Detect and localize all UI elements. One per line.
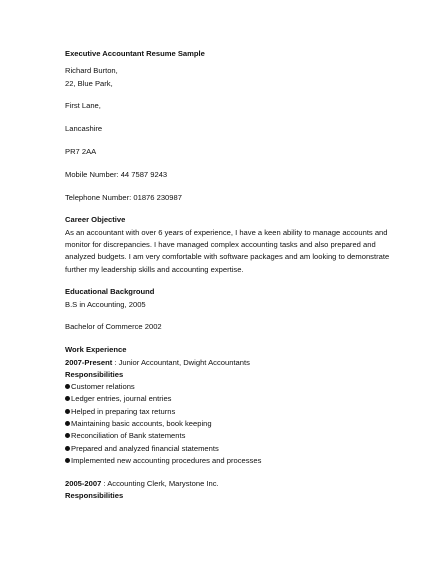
objective-line: further my leadership skills and accounting expertise. [65, 264, 244, 274]
resume-title: Executive Accountant Resume Sample [65, 49, 205, 58]
contact-telephone: Telephone Number: 01876 230987 [65, 192, 182, 202]
list-item: Maintaining basic accounts, book keeping [65, 418, 385, 430]
education-item: B.S in Accounting, 2005 [65, 299, 146, 309]
bullet-icon [65, 409, 70, 414]
job-role: : Junior Accountant, Dwight Accountants [112, 357, 250, 367]
objective-heading: Career Objective [65, 215, 126, 225]
education-item: Bachelor of Commerce 2002 [65, 322, 162, 332]
objective-line: analyzed budgets. I am very comfortable with software packages and am looking to demonstrate [65, 252, 390, 262]
contact-name: Richard Burton, [65, 66, 118, 76]
job-period: 2007-Present [65, 357, 113, 367]
bullet-icon [65, 384, 70, 389]
bullet-icon [65, 396, 70, 401]
list-item: Reconciliation of Bank statements [65, 430, 385, 442]
experience-heading: Work Experience [65, 345, 127, 355]
job-header [65, 357, 385, 369]
education-heading: Educational Background [65, 287, 155, 297]
list-item: Customer relations [65, 381, 385, 393]
contact-address-2: First Lane, [65, 101, 101, 111]
contact-address-1: 22, Blue Park, [65, 78, 113, 88]
bullet-icon [65, 446, 70, 451]
list-item: Implemented new accounting procedures and processes [65, 455, 385, 467]
contact-county: Lancashire [65, 124, 103, 134]
contact-postcode: PR7 2AA [65, 146, 97, 156]
job-role: : Accounting Clerk, Marystone Inc. [101, 478, 219, 488]
job-header [65, 478, 385, 490]
bullet-icon [65, 433, 70, 438]
responsibilities-heading: Responsibilities [65, 491, 124, 501]
bullet-icon [65, 458, 70, 463]
list-item: Prepared and analyzed financial statements [65, 443, 385, 455]
list-item: Ledger entries, journal entries [65, 393, 385, 405]
bullet-icon [65, 421, 70, 426]
list-item: Helped in preparing tax returns [65, 406, 385, 418]
job-period: 2005-2007 [65, 478, 102, 488]
objective-line: monitor for discrepancies. I have managed complex accounting tasks and also prepared and [65, 239, 376, 249]
resume [65, 48, 390, 502]
responsibilities-heading: Responsibilities [65, 369, 124, 379]
contact-mobile: Mobile Number: 44 7587 9243 [65, 169, 168, 179]
objective-line: As an accountant with over 6 years of experience, I have a keen ability to manage accounts and [65, 227, 388, 237]
